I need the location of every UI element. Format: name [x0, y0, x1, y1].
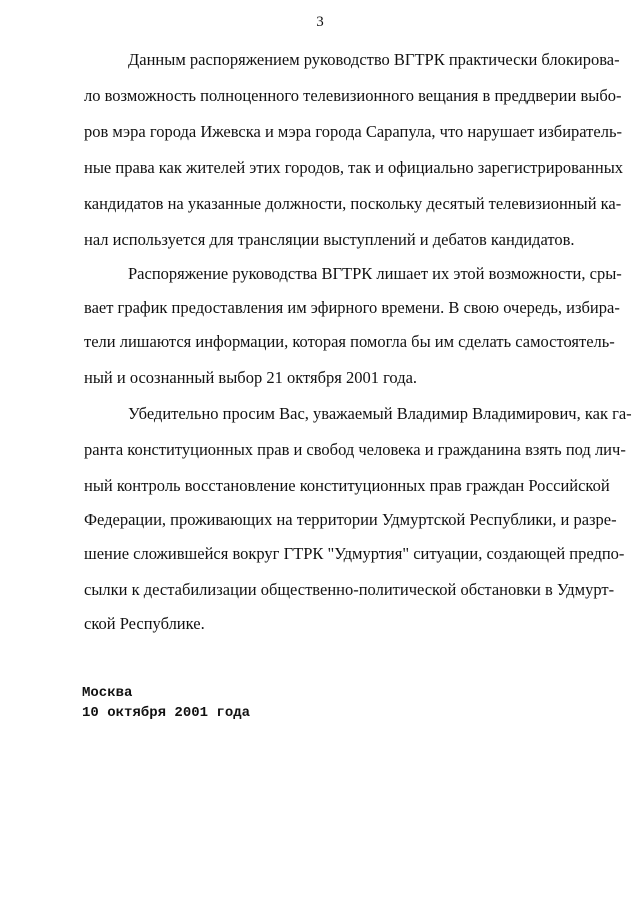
paragraph-1-line-6: нал используется для трансляции выступлений и дебатов кандидатов.	[84, 230, 575, 249]
paragraph-1-line-1: Данным распоряжением руководство ВГТРК практически блокирова-	[128, 50, 620, 69]
paragraph-3-line-3: ный контроль восстановление конституционных прав граждан Российской	[84, 476, 610, 495]
paragraph-2-line-1: Распоряжение руководства ВГТРК лишает их этой возможности, сры-	[128, 264, 622, 283]
paragraph-2-line-4: ный и осознанный выбор 21 октября 2001 года.	[84, 368, 418, 387]
paragraph-3-line-6: сылки к дестабилизации общественно-политической обстановки в Удмурт-	[84, 580, 615, 599]
paragraph-1-line-2: ло возможность полноценного телевизионного вещания в преддверии выбо-	[84, 86, 622, 105]
paragraph-3-line-4: Федерации, проживающих на территории Удмуртской Республики, и разре-	[84, 510, 617, 529]
paragraph-2-line-3: тели лишаются информации, которая помогла бы им сделать самостоятель-	[84, 332, 615, 351]
paragraph-3-line-7: ской Республике.	[84, 614, 205, 633]
paragraph-3-line-5: шение сложившейся вокруг ГТРК "Удмуртия" ситуации, создающей предпо-	[84, 544, 625, 563]
signature-date: 10 октября 2001 года	[82, 705, 251, 721]
paragraph-3-line-2: ранта конституционных прав и свобод человека и гражданина взять под лич-	[84, 440, 626, 459]
paragraph-2-line-2: вает график предоставления им эфирного времени. В свою очередь, избира-	[84, 298, 620, 317]
paragraph-3-line-1: Убедительно просим Вас, уважаемый Владимир Владимирович, как га-	[128, 404, 632, 423]
paragraph-1-line-3: ров мэра города Ижевска и мэра города Сарапула, что нарушает избиратель-	[84, 122, 622, 141]
paragraph-1-line-4: ные права как жителей этих городов, так и официально зарегистрированных	[84, 158, 624, 177]
page-number: 3	[316, 14, 324, 30]
signature-place: Москва	[82, 685, 133, 701]
paragraph-1-line-5: кандидатов на указанные должности, поскольку десятый телевизионный ка-	[84, 194, 622, 213]
